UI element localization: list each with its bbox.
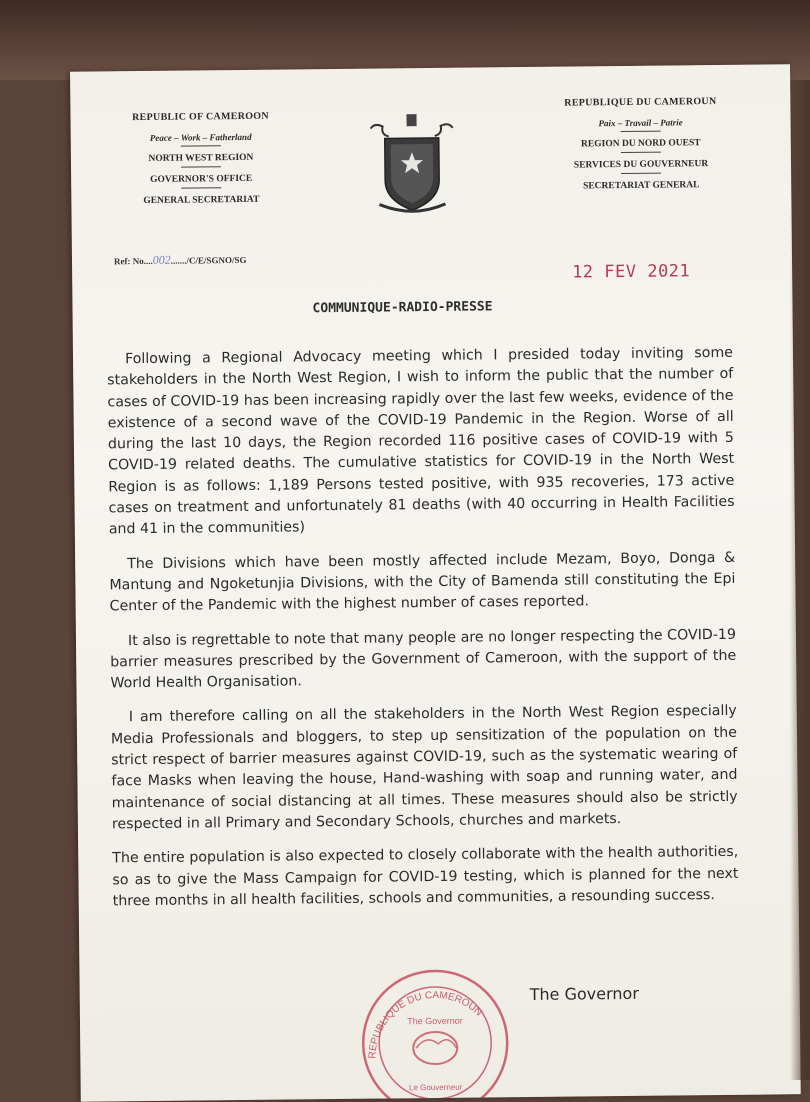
motto-en: Peace – Work – Fatherland (149, 131, 252, 143)
seal-bottom-text: Le Gouverneur (408, 1082, 463, 1093)
secretariat-fr: SECRETARIAT GENERAL (582, 180, 700, 192)
header-right (540, 95, 741, 193)
motto-fr: Paix – Travail – Patrie (598, 117, 683, 129)
communique-body (107, 343, 739, 926)
signature-title: The Governor (529, 983, 639, 1005)
date-stamp: 12 FEV 2021 (572, 261, 691, 283)
seal-outer-text: REPUBLIQUE DU CAMEROUN (367, 989, 485, 1059)
office-en: GOVERNOR'S OFFICE (150, 173, 253, 185)
official-seal-stamp (349, 947, 521, 1099)
coat-of-arms-emblem (356, 108, 467, 219)
paragraph: The entire population is also expected to closely collaborate with the health authorities, so as to give the Mass Campaign for COVID-19 testing, which is planned for the next three months in all health facilities, schools and communities, a resounding success. (112, 844, 739, 910)
secretariat-en: GENERAL SECRETARIAT (143, 194, 260, 207)
paragraph: I am therefore calling on all the stakeholders in the North West Region especially Media Professionals and bloggers, to step up sensitization of the population on the strict respect of barrier measures against COVID-19, such as the systematic wearing of face Masks when leaving the house, Hand-washing with soap and running water, and maintenance of social distancing at all times. These measures should also be strictly respected in all Primary and Secondary Schools, churches and markets. (110, 703, 738, 833)
country-name-en: REPUBLIC OF CAMEROON (132, 110, 269, 124)
divider (621, 152, 661, 153)
document-title: COMMUNIQUE-RADIO-PRESSE (312, 299, 493, 317)
reference-prefix: Ref: No.... (113, 255, 153, 267)
country-name-fr: REPUBLIQUE DU CAMEROUN (564, 96, 717, 109)
divider (621, 131, 661, 132)
header-left (110, 109, 291, 207)
divider (181, 145, 221, 146)
paragraph: Following a Regional Advocacy meeting which I presided today inviting some stakeholders in the North West Region, I wish to inform the public that the number of cases of COVID-19 has been increasing rapidly over the last few weeks, evidence of the existence of a second wave of the COVID-19 Pandemic in the Region. Worse of all during the last 10 days, the Region recorded 116 positive cases of COVID-19 with 5 COVID-19 related deaths. The cumulative statistics for COVID-19 in the North West Region is as follows: 1,189 Persons tested positive, with 935 recoveries, 173 active cases on treatment and unfortunately 81 deaths (with 40 occurring in Health Facilities and 41 in the communities) (107, 344, 735, 538)
paragraph: The Divisions which have been mostly affected include Mezam, Boyo, Donga & Mantung and Ngoketunjia Divisions, with the City of Bamenda still constituting the Epi Center of the Pandemic with the highest number of cases reported. (109, 549, 736, 615)
reference-number (114, 252, 247, 268)
divider (621, 173, 661, 174)
region-en: NORTH WEST REGION (148, 152, 254, 164)
seal-inner-text: The Governor (407, 1015, 463, 1027)
reference-suffix: ......./C/E/SGNO/SG (170, 254, 247, 266)
region-fr: REGION DU NORD OUEST (580, 138, 701, 150)
reference-handwritten-number: 002 (152, 252, 171, 267)
divider (181, 187, 221, 188)
document-page (70, 64, 801, 1101)
divider (181, 166, 221, 167)
paragraph: It also is regrettable to note that many people are no longer respecting the COVID-19 barrier measures prescribed by the Government of Cameroon, with the support of the World Health Organisation. (110, 626, 737, 692)
office-fr: SERVICES DU GOUVERNEUR (573, 159, 709, 171)
background-shadow (790, 80, 810, 1080)
